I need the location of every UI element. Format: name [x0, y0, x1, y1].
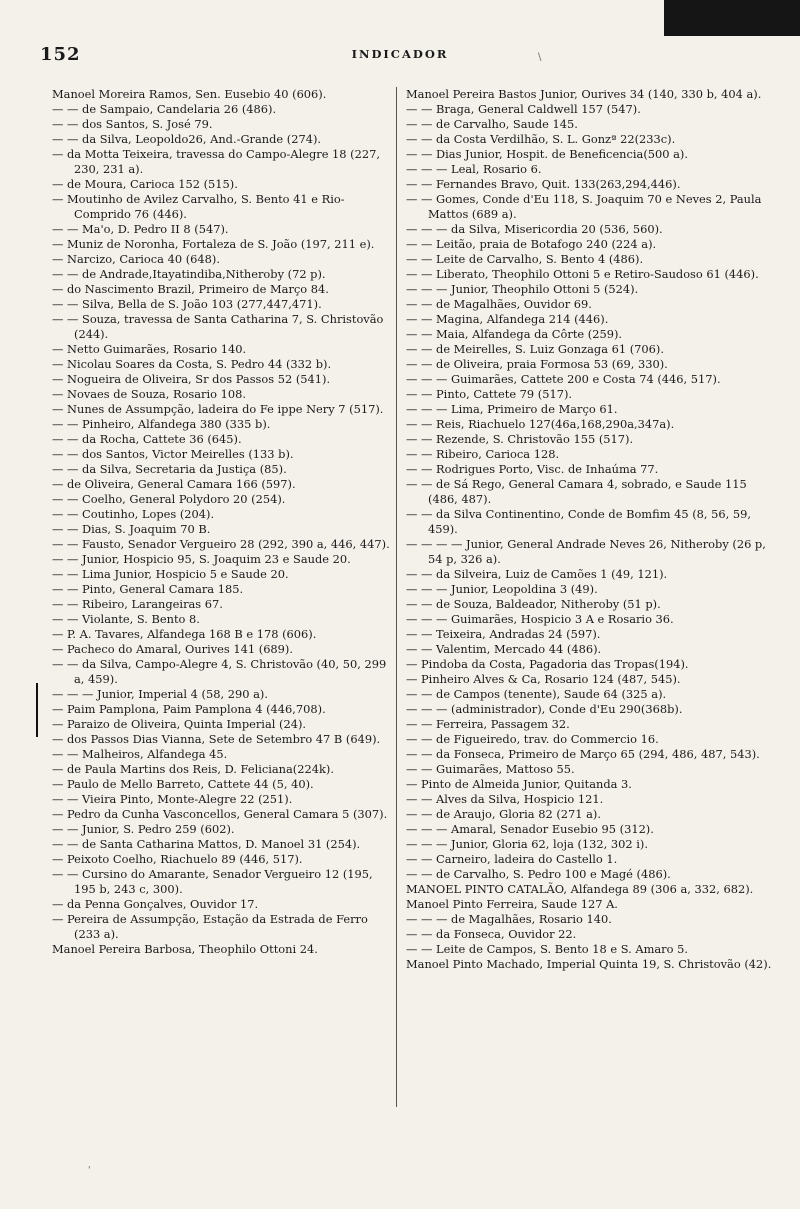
directory-entry: — do Nascimento Brazil, Primeiro de Março 84.: [52, 282, 329, 296]
directory-entry: — Pinto de Almeida Junior, Quitanda 3.: [406, 777, 632, 791]
directory-entry: — Novaes de Souza, Rosario 108.: [52, 387, 246, 401]
directory-entry: — — da Silva Continentino, Conde de Bomfim 45 (8, 56, 59, 459).: [406, 507, 752, 536]
directory-entry: — — Alves da Silva, Hospicio 121.: [406, 792, 604, 806]
directory-entry: — — Rezende, S. Christovão 155 (517).: [406, 432, 634, 446]
directory-entry: — — Valentim, Mercado 44 (486).: [406, 642, 602, 656]
directory-entry: Manoel Pereira Bastos Junior, Ourives 34 (140, 330 b, 404 a).: [406, 87, 762, 101]
directory-entry: — Muniz de Noronha, Fortaleza de S. João (197, 211 e).: [52, 237, 375, 251]
directory-entry: — Paraizo de Oliveira, Quinta Imperial (24).: [52, 717, 307, 731]
directory-entry: — Nunes de Assumpção, ladeira do Fe ippe Nery 7 (517).: [52, 402, 384, 416]
directory-entry: — — Coutinho, Lopes (204).: [52, 507, 215, 521]
directory-entry: — — Reis, Riachuelo 127(46a,168,290a,347a).: [406, 417, 675, 431]
running-title: INDICADOR: [351, 47, 449, 61]
directory-entry: — — Ferreira, Passagem 32.: [406, 717, 570, 731]
directory-entry: — — Malheiros, Alfandega 45.: [52, 747, 228, 761]
directory-entry: — de Moura, Carioca 152 (515).: [52, 177, 238, 191]
directory-entry: — — Teixeira, Andradas 24 (597).: [406, 627, 601, 641]
left-column: [52, 87, 390, 957]
directory-entry: — — dos Santos, Victor Meirelles (133 b).: [52, 447, 294, 461]
directory-entry: — — de Carvalho, Saude 145.: [406, 117, 578, 131]
directory-entry: — — Rodrigues Porto, Visc. de Inhaúma 77.: [406, 462, 659, 476]
directory-entry: — — da Fonseca, Primeiro de Março 65 (294, 486, 487, 543).: [406, 747, 760, 761]
directory-entry: — — de Sampaio, Candelaria 26 (486).: [52, 102, 277, 116]
directory-entry: — Pacheco do Amaral, Ourives 141 (689).: [52, 642, 293, 656]
directory-entry: — — da Rocha, Cattete 36 (645).: [52, 432, 242, 446]
directory-entry: Manoel Pereira Barbosa, Theophilo Ottoni 24.: [52, 942, 318, 956]
directory-entry: — — Pinheiro, Alfandega 380 (335 b).: [52, 417, 271, 431]
directory-entry: — — Leite de Carvalho, S. Bento 4 (486).: [406, 252, 644, 266]
directory-entry: — — — — Junior, General Andrade Neves 26, Nitheroby (26 p, 54 p, 326 a).: [406, 537, 766, 566]
directory-entry: — — de Santa Catharina Mattos, D. Manoel 31 (254).: [52, 837, 361, 851]
directory-entry: — — — Junior, Theophilo Ottoni 5 (524).: [406, 282, 639, 296]
directory-entry: — — Vieira Pinto, Monte-Alegre 22 (251).: [52, 792, 293, 806]
directory-entry: — — de Figueiredo, trav. do Commercio 16.: [406, 732, 659, 746]
directory-entry: — — Ribeiro, Carioca 128.: [406, 447, 560, 461]
directory-entry: — — Braga, General Caldwell 157 (547).: [406, 102, 641, 116]
directory-entry: — — Gomes, Conde d'Eu 118, S. Joaquim 70 e Neves 2, Paula Mattos (689 a).: [406, 192, 762, 221]
directory-entry: — Paulo de Mello Barreto, Cattete 44 (5, 40).: [52, 777, 314, 791]
column-divider: [396, 87, 397, 1107]
directory-entry: — — — Lima, Primeiro de Março 61.: [406, 402, 618, 416]
directory-entry: — — Leite de Campos, S. Bento 18 e S. Amaro 5.: [406, 942, 688, 956]
directory-entry: MANOEL PINTO CATALÃO, Alfandega 89 (306 a, 332, 682).: [406, 882, 754, 896]
directory-entry: — — — Junior, Imperial 4 (58, 290 a).: [52, 687, 268, 701]
directory-entry: — — — de Magalhães, Rosario 140.: [406, 912, 612, 926]
directory-entry: — — — Guimarães, Hospicio 3 A e Rosario 36.: [406, 612, 674, 626]
directory-entry: — da Penna Gonçalves, Ouvidor 17.: [52, 897, 259, 911]
directory-entry: — — de Araujo, Gloria 82 (271 a).: [406, 807, 601, 821]
directory-entry: — — Junior, S. Pedro 259 (602).: [52, 822, 235, 836]
directory-entry: — — da Silva, Leopoldo26, And.-Grande (274).: [52, 132, 322, 146]
directory-entry: — — Maia, Alfandega da Côrte (259).: [406, 327, 623, 341]
directory-entry: — — — Amaral, Senador Eusebio 95 (312).: [406, 822, 654, 836]
directory-entry: — Moutinho de Avilez Carvalho, S. Bento 41 e Rio-Comprido 76 (446).: [52, 192, 345, 221]
stray-mark: \: [538, 52, 542, 63]
directory-entry: — — dos Santos, S. José 79.: [52, 117, 213, 131]
directory-entry: — — Fausto, Senador Vergueiro 28 (292, 390 a, 446, 447).: [52, 537, 390, 551]
directory-entry: — — de Magalhães, Ouvidor 69.: [406, 297, 592, 311]
directory-entry: — — Magina, Alfandega 214 (446).: [406, 312, 609, 326]
directory-entry: — — da Silva, Secretaria da Justiça (85).: [52, 462, 287, 476]
directory-entry: — — Pinto, Cattete 79 (517).: [406, 387, 573, 401]
directory-entry: — — da Costa Verdilhão, S. L. Gonzª 22(233c).: [406, 132, 676, 146]
directory-entry: — — Silva, Bella de S. João 103 (277,447,471).: [52, 297, 322, 311]
directory-entry: — — de Meirelles, S. Luiz Gonzaga 61 (706).: [406, 342, 664, 356]
directory-entry: — P. A. Tavares, Alfandega 168 B e 178 (606).: [52, 627, 317, 641]
directory-entry: — — de Campos (tenente), Saude 64 (325 a).: [406, 687, 667, 701]
directory-entry: — da Motta Teixeira, travessa do Campo-Alegre 18 (227, 230, 231 a).: [52, 147, 380, 176]
directory-entry: — — de Andrade,Itayatindiba,Nitheroby (72 p).: [52, 267, 326, 281]
directory-entry: — Pindoba da Costa, Pagadoria das Tropas(194).: [406, 657, 689, 671]
directory-entry: — de Paula Martins dos Reis, D. Feliciana(224k).: [52, 762, 334, 776]
scan-corner-block: [664, 0, 800, 36]
directory-entry: — — Ma'o, D. Pedro II 8 (547).: [52, 222, 229, 236]
directory-entry: — — — Junior, Gloria 62, loja (132, 302 i).: [406, 837, 648, 851]
directory-entry: — — Lima Junior, Hospicio 5 e Saude 20.: [52, 567, 289, 581]
directory-entry: — Pedro da Cunha Vasconcellos, General Camara 5 (307).: [52, 807, 388, 821]
directory-entry: Manoel Moreira Ramos, Sen. Eusebio 40 (606).: [52, 87, 327, 101]
directory-entry: — Peixoto Coelho, Riachuelo 89 (446, 517).: [52, 852, 303, 866]
directory-entry: — — Liberato, Theophilo Ottoni 5 e Retiro-Saudoso 61 (446).: [406, 267, 759, 281]
directory-entry: — — da Fonseca, Ouvidor 22.: [406, 927, 577, 941]
directory-entry: — — Fernandes Bravo, Quit. 133(263,294,446).: [406, 177, 681, 191]
directory-entry: — — Ribeiro, Larangeiras 67.: [52, 597, 223, 611]
directory-entry: — — Carneiro, ladeira do Castello 1.: [406, 852, 618, 866]
directory-entry: — — — Junior, Leopoldina 3 (49).: [406, 582, 598, 596]
directory-entry: — de Oliveira, General Camara 166 (597).: [52, 477, 296, 491]
directory-entry: — — Souza, travessa de Santa Catharina 7, S. Christovão (244).: [52, 312, 384, 341]
page-number: 152: [40, 44, 81, 65]
directory-entry: — — de Souza, Baldeador, Nitheroby (51 p).: [406, 597, 661, 611]
directory-entry: — — Junior, Hospicio 95, S. Joaquim 23 e Saude 20.: [52, 552, 351, 566]
margin-bar: [36, 683, 38, 737]
directory-entry: — — — da Silva, Misericordia 20 (536, 560).: [406, 222, 663, 236]
directory-entry: Manoel Pinto Ferreira, Saude 127 A.: [406, 897, 618, 911]
directory-entry: — — Dias, S. Joaquim 70 B.: [52, 522, 211, 536]
directory-entry: — Nogueira de Oliveira, Sr dos Passos 52 (541).: [52, 372, 331, 386]
directory-entry: — — da Silva, Campo-Alegre 4, S. Christovão (40, 50, 299 a, 459).: [52, 657, 387, 686]
margin-mark: ': [88, 1166, 91, 1176]
directory-entry: — — de Sá Rego, General Camara 4, sobrado, e Saude 115 (486, 487).: [406, 477, 747, 506]
right-column: [406, 87, 778, 972]
directory-entry: — — Violante, S. Bento 8.: [52, 612, 200, 626]
directory-entry: — — Cursino do Amarante, Senador Vergueiro 12 (195, 195 b, 243 c, 300).: [52, 867, 373, 896]
directory-entry: — Nicolau Soares da Costa, S. Pedro 44 (332 b).: [52, 357, 332, 371]
directory-entry: — — de Carvalho, S. Pedro 100 e Magé (486).: [406, 867, 671, 881]
directory-entry: — Narcizo, Carioca 40 (648).: [52, 252, 220, 266]
directory-entry: — — Guimarães, Mattoso 55.: [406, 762, 575, 776]
directory-entry: Manoel Pinto Machado, Imperial Quinta 19, S. Christovão (42).: [406, 957, 772, 971]
directory-entry: — — Pinto, General Camara 185.: [52, 582, 244, 596]
directory-entry: — Pereira de Assumpção, Estação da Estrada de Ferro (233 a).: [52, 912, 368, 941]
directory-entry: — — Dias Junior, Hospit. de Beneficencia(500 a).: [406, 147, 688, 161]
directory-entry: — — — Leal, Rosario 6.: [406, 162, 542, 176]
directory-entry: — — de Oliveira, praia Formosa 53 (69, 330).: [406, 357, 668, 371]
directory-entry: — Pinheiro Alves & Ca, Rosario 124 (487, 545).: [406, 672, 681, 686]
directory-entry: — — Coelho, General Polydoro 20 (254).: [52, 492, 286, 506]
directory-entry: — Netto Guimarães, Rosario 140.: [52, 342, 247, 356]
directory-entry: — — — (administrador), Conde d'Eu 290(368b).: [406, 702, 683, 716]
directory-entry: — — da Silveira, Luiz de Camões 1 (49, 121).: [406, 567, 668, 581]
directory-entry: — — — Guimarães, Cattete 200 e Costa 74 (446, 517).: [406, 372, 721, 386]
directory-entry: — Paim Pamplona, Paim Pamplona 4 (446,708).: [52, 702, 326, 716]
directory-entry: — dos Passos Dias Vianna, Sete de Setembro 47 B (649).: [52, 732, 381, 746]
directory-entry: — — Leitão, praia de Botafogo 240 (224 a).: [406, 237, 657, 251]
